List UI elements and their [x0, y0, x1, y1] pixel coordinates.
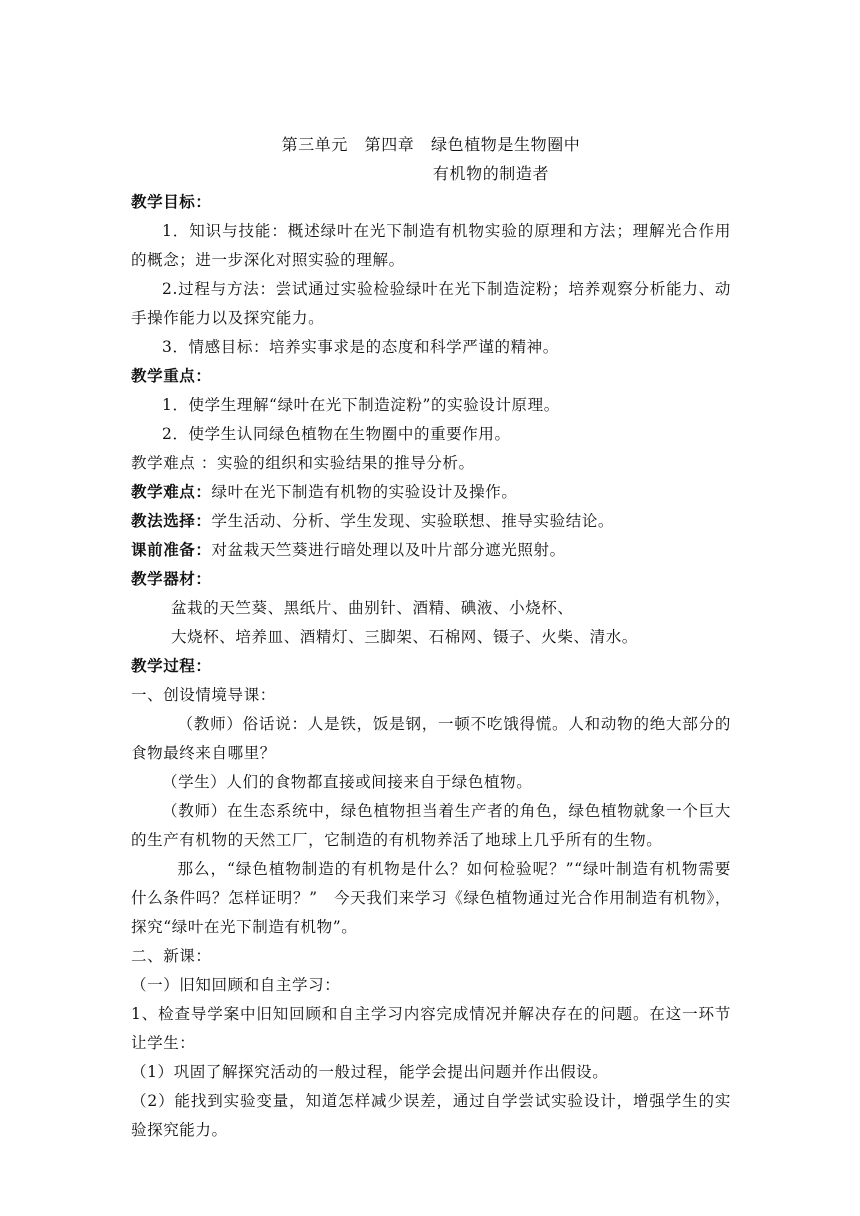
subsection-1-title: （一）旧知回顾和自主学习：	[131, 976, 341, 994]
section-2-title: 二、新课：	[131, 947, 212, 965]
dialogue-teacher-2: （教师）在生态系统中，绿色植物担当着生产者的角色，绿色植物就象一个巨大的生产有机物的天然工厂，它制造的有机物养活了地球上几乎所有的生物。	[131, 802, 731, 849]
difficulty-plain-line: 教学难点 ：实验的组织和实验结果的推导分析。	[131, 454, 475, 472]
dialogue-teacher-3: 那么，“绿色植物制造的有机物是什么？如何检验呢？”“绿叶制造有机物需要什么条件吗？怎样证明？” 今天我们来学习《绿色植物通过光合作用制造有机物》，探究“绿叶在光下制造有机物”。	[131, 860, 731, 936]
difficulty-text: 绿叶在光下制造有机物的实验设计及操作。	[211, 483, 518, 501]
objective-item-3: 3．情感目标：培养实事求是的态度和科学严谨的精神。	[162, 338, 559, 356]
method-heading: 教法选择：	[131, 512, 212, 530]
section-1-title: 一、创设情境导课：	[131, 686, 276, 704]
materials-heading: 教学器材：	[131, 570, 212, 588]
prep-line	[131, 536, 731, 565]
materials-line-2: 大烧杯、培养皿、酒精灯、三脚架、石棉网、镊子、火柴、清水。	[171, 628, 638, 646]
review-item-1: 1、检查导学案中旧知回顾和自主学习内容完成情况并解决存在的问题。在这一环节让学生：	[131, 1005, 731, 1052]
document-page	[131, 130, 731, 1145]
title-line-1: 第三单元 第四章 绿色植物是生物圈中	[281, 135, 581, 154]
objective-item-2: 2.过程与方法：尝试通过实验检验绿叶在光下制造淀粉；培养观察分析能力、动手操作能力以及探究能力。	[131, 280, 731, 327]
review-item-2: （1）巩固了解探究活动的一般过程，能学会提出问题并作出假设。	[131, 1063, 609, 1081]
prep-heading: 课前准备：	[131, 541, 212, 559]
difficulty-heading: 教学难点：	[131, 483, 212, 501]
key-points-heading: 教学重点：	[131, 367, 212, 385]
objectives-heading: 教学目标：	[131, 193, 212, 211]
objective-item-1: 1．知识与技能：概述绿叶在光下制造有机物实验的原理和方法；理解光合作用的概念；进一步深化对照实验的理解。	[131, 222, 731, 269]
review-item-3: （2）能找到实验变量，知道怎样减少误差，通过自学尝试实验设计，增强学生的实验探究能力。	[131, 1092, 731, 1139]
dialogue-student-1: （学生）人们的食物都直接或间接来自于绿色植物。	[162, 773, 533, 791]
method-line	[131, 507, 731, 536]
process-heading: 教学过程：	[131, 657, 212, 675]
key-point-item-1: 1．使学生理解“绿叶在光下制造淀粉”的实验设计原理。	[162, 396, 560, 414]
prep-text: 对盆栽天竺葵进行暗处理以及叶片部分遮光照射。	[211, 541, 566, 559]
title-line-2: 有机物的制造者	[432, 164, 550, 183]
difficulty-line	[131, 478, 731, 507]
dialogue-teacher-1: （教师）俗话说：人是铁，饭是钢，一顿不吃饿得慌。人和动物的绝大部分的食物最终来自哪里？	[131, 715, 731, 762]
method-text: 学生活动、分析、学生发现、实验联想、推导实验结论。	[211, 512, 615, 530]
materials-line-1: 盆栽的天竺葵、黑纸片、曲别针、酒精、碘液、小烧杯、	[171, 599, 574, 617]
key-point-item-2: 2．使学生认同绿色植物在生物圈中的重要作用。	[162, 425, 511, 443]
